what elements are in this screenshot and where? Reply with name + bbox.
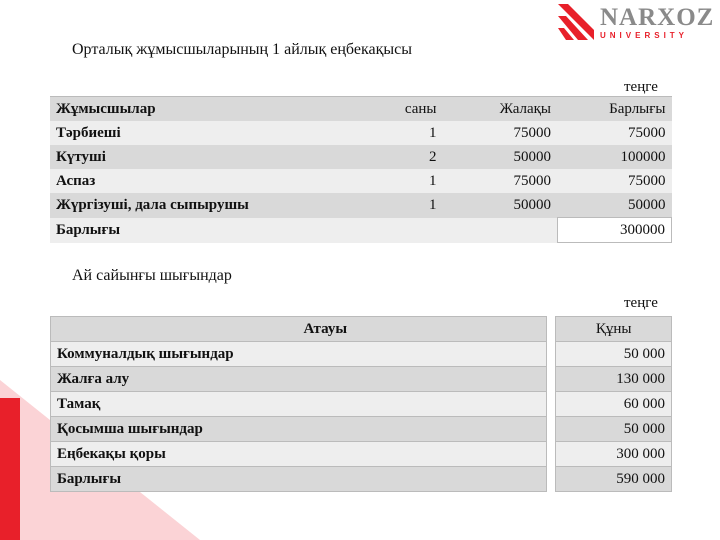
cell-salary: 50000: [443, 145, 557, 169]
table-row: [51, 442, 672, 467]
table-row: [51, 392, 672, 417]
expenses-table: [50, 316, 672, 492]
cell-salary: 50000: [443, 193, 557, 218]
table-row: [50, 145, 672, 169]
header-count: саны: [369, 97, 443, 122]
cell-worker: Аспаз: [50, 169, 369, 193]
cell-count: 1: [369, 121, 443, 145]
table-total-row: [50, 218, 672, 243]
table-header-row: [51, 317, 672, 342]
narxoz-logo: [558, 4, 718, 44]
logo-wordmark: NARXOZ: [600, 4, 715, 31]
currency-unit-2: теңге: [624, 295, 658, 311]
table-row: [50, 193, 672, 218]
cell-expense-cost: 590 000: [556, 467, 672, 492]
column-gap: [546, 442, 556, 467]
cell-total: 75000: [557, 121, 672, 145]
cell-expense-cost: 300 000: [556, 442, 672, 467]
cell-total: 75000: [557, 169, 672, 193]
total-value: 300000: [557, 218, 672, 243]
header-salary: Жалақы: [443, 97, 557, 122]
cell-count: 2: [369, 145, 443, 169]
table-row: [51, 367, 672, 392]
table-row: [50, 121, 672, 145]
cell-expense-cost: 50 000: [556, 417, 672, 442]
salary-table: [50, 96, 672, 243]
column-gap: [546, 342, 556, 367]
cell-expense-name: Еңбекақы қоры: [51, 442, 547, 467]
column-gap: [546, 467, 556, 492]
cell-worker: Тәрбиеші: [50, 121, 369, 145]
section-title-expenses: Ай сайынғы шығындар: [72, 267, 232, 284]
column-gap: [546, 417, 556, 442]
logo-subtitle: UNIVERSITY: [600, 31, 689, 40]
cell-count: 1: [369, 169, 443, 193]
table-header-row: [50, 97, 672, 122]
currency-unit-1: теңге: [624, 79, 658, 95]
cell-worker: Күтуші: [50, 145, 369, 169]
cell-salary: 75000: [443, 121, 557, 145]
table-total-row: [51, 467, 672, 492]
column-gap: [546, 367, 556, 392]
cell-expense-name: Тамақ: [51, 392, 547, 417]
cell-expense-cost: 50 000: [556, 342, 672, 367]
cell-total: 50000: [557, 193, 672, 218]
table-row: [51, 342, 672, 367]
column-gap: [546, 392, 556, 417]
table-row: [50, 169, 672, 193]
logo-mark-icon: [558, 4, 594, 40]
cell-total: 100000: [557, 145, 672, 169]
cell-expense-name: Барлығы: [51, 467, 547, 492]
cell-expense-name: Коммуналдық шығындар: [51, 342, 547, 367]
cell-count: 1: [369, 193, 443, 218]
cell-worker: Жүргізуші, дала сыпырушы: [50, 193, 369, 218]
cell-expense-name: Жалға алу: [51, 367, 547, 392]
header-cost: Құны: [556, 317, 672, 342]
column-gap: [546, 317, 556, 342]
cell-expense-cost: 130 000: [556, 367, 672, 392]
header-name: Атауы: [51, 317, 547, 342]
cell-salary: 75000: [443, 169, 557, 193]
header-total: Барлығы: [557, 97, 672, 122]
table-row: [51, 417, 672, 442]
header-workers: Жұмысшылар: [50, 97, 369, 122]
total-label: Барлығы: [50, 218, 557, 243]
page-title: Орталық жұмысшыларының 1 айлық еңбекақысы: [72, 41, 412, 58]
cell-expense-cost: 60 000: [556, 392, 672, 417]
cell-expense-name: Қосымша шығындар: [51, 417, 547, 442]
